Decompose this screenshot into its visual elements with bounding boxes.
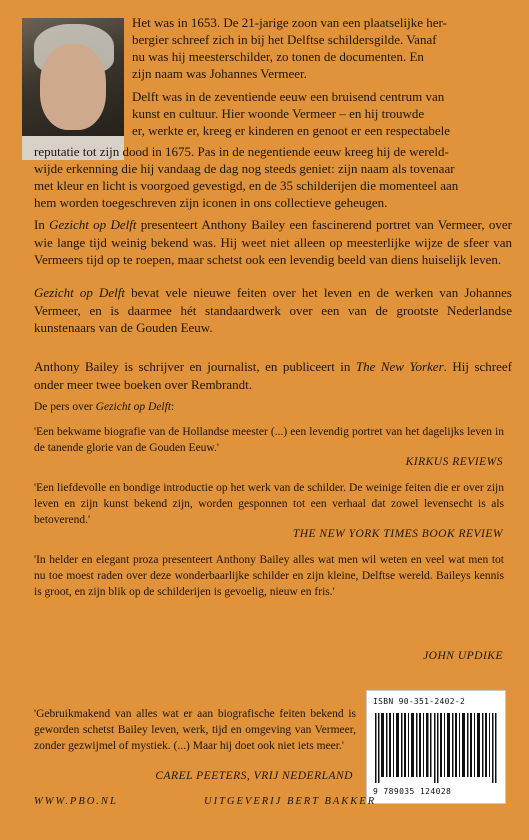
gezicht-text: presenteert Anthony Bailey een fascinerend portret van Vermeer, over wie lange tijd weinig bekend was. Hij weet niet alleen op meesterlijke wijze de sfeer van Vermeers tijd op te roepen, maar schetst ook een levendig beeld van diens huiselijk leven. (34, 217, 512, 268)
website-link[interactable]: WWW.PBO.NL (34, 796, 118, 807)
ean-number: 9 789035 124028 (373, 787, 452, 796)
standaard-text: bevat vele nieuwe feiten over het leven en de werken van Johannes Vermeer, en is daarmee hét standaardwerk over een van de grootste Nederlandse kunstenaars van de Gouden Eeuw. (34, 285, 512, 336)
intro-line: zijn naam was Johannes Vermeer. (132, 66, 307, 81)
intro-line: Het was in 1653. De 21-jarige zoon van een plaatselijke her- (132, 15, 447, 30)
quote-source: KIRKUS REVIEWS (405, 456, 503, 468)
delft-line: met kleur en licht is voorgoed gevestigd, en de 35 schilderijen die momenteel aan (34, 178, 459, 193)
author-text: . Hij schreef onder meer twee boeken over Rembrandt. (34, 359, 512, 392)
author-paragraph (34, 358, 512, 393)
delft-line: reputatie tot zijn dood in 1675. Pas in de negentiende eeuw kreeg hij de wereld- (34, 144, 449, 159)
quote-source: THE NEW YORK TIMES BOOK REVIEW (292, 528, 503, 540)
author-prefix: Anthony Bailey is schrijver en journalist, en publiceert in (34, 359, 356, 374)
delft-line: wijde erkenning die hij vandaag de dag nog steeds geniet: zijn naam als tovenaar (34, 161, 455, 176)
standaard-paragraph (34, 284, 512, 337)
book-title: Gezicht op Delft (34, 285, 125, 300)
intro-line: nu was hij meesterschilder, zo tonen de documenten. En (132, 49, 424, 64)
quote-text: 'Een liefdevolle en bondige introductie op het werk van de schilder. De weinige feiten die er over zijn leven en zijn kunst bekend zijn, worden gesponnen tot een verhaal dat zowel levensecht is als betoverend.' (34, 482, 504, 526)
intro-line: bergier schreef zich in bij het Delftse schildersgilde. Vanaf (132, 32, 437, 47)
isbn-number: ISBN 90-351-2402-2 (373, 697, 466, 706)
press-label (34, 401, 174, 413)
portrait-face (40, 44, 106, 130)
press-prefix: De pers over (34, 401, 96, 413)
gezicht-paragraph (34, 216, 512, 269)
delft-line: er, werkte er, kreeg er kinderen en genoot er een respectabele (132, 123, 450, 138)
quote-source: CAREL PEETERS, VRIJ NEDERLAND (155, 770, 353, 782)
barcode-bars (375, 713, 497, 783)
magazine-title: The New Yorker (355, 359, 444, 374)
author-portrait (22, 18, 124, 160)
quote-text: 'In helder en elegant proza presenteert Anthony Bailey alles wat men wil weten en veel wat men tot nu toe moest raden over deze wonderbaarlijke schilder en zijn kleine, Delftse wereld. Baileys kennis is groot, en zijn blik op de schilderijen is gevoelig, nieuw en fris.' (34, 554, 504, 598)
quote-text: 'Gebruikmakend van alles wat er aan biografische feiten bekend is geworden schetst Bailey leven, werk, tijd en omgeving van Vermeer, zonder gezwijmel of mystiek. (...) Maar hij doet ook niet iets meer.' (34, 708, 356, 752)
book-title: Gezicht op Delft (49, 217, 137, 232)
delft-line: Delft was in de zeventiende eeuw een bruisend centrum van (132, 89, 445, 104)
quote-text: 'Een bekwame biografie van de Hollandse meester (...) een levendig portret van het dagelijks leven in de tanende glorie van de Gouden Eeuw.' (34, 426, 504, 454)
book-title: Gezicht op Delft (95, 401, 172, 413)
isbn-barcode (366, 690, 506, 804)
publisher-name: UITGEVERIJ BERT BAKKER (204, 796, 377, 807)
quote-source: JOHN UPDIKE (423, 650, 503, 662)
delft-line: hem worden toegeschreven zijn iconen in ons collectieve geheugen. (34, 195, 388, 210)
delft-line: kunst en cultuur. Hier woonde Vermeer – en hij trouwde (132, 106, 425, 121)
gezicht-prefix: In (34, 217, 50, 232)
press-suffix: : (171, 401, 175, 413)
